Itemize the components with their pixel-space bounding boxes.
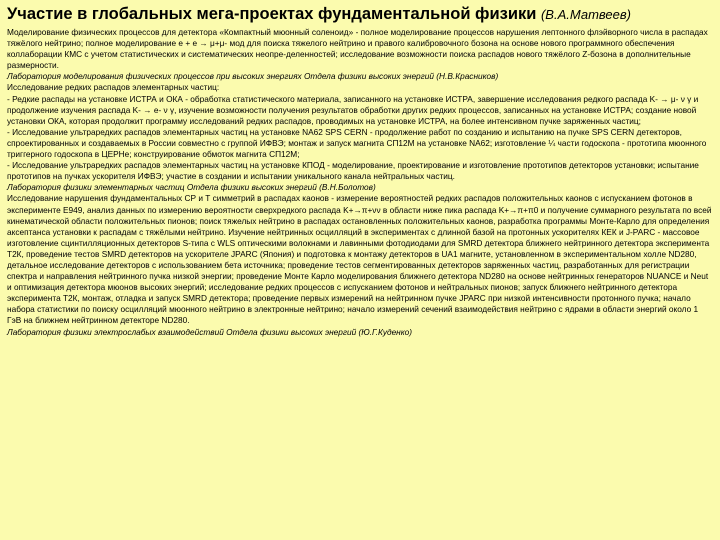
lab-credit: Лаборатория моделирования физических процессов при высоких энергиях Отдела физики высоких энергий (Н.В.Красников) <box>7 71 499 82</box>
paragraph-istra-oka: - Редкие распады на установке ИСТРА и ОКА - обработка статистического материала, записанного на установке ИСТРА, завершение исследования редкого распада K- → μ- ν γ и продолжение изучения распада K- → e- ν γ, изучение возможности получения результатов обработки других редких процессов, записанных на установке ИСТРА; создание новой установки ОКА, которая продолжит программу исследований редких распадов, проводимых на установке ИСТРА, на более интенсивном пучке заряженных частиц; <box>7 93 699 126</box>
paragraph-cms-modeling: Моделирование физических процессов для детектора «Компактный мюонный соленоид» - полное моделирование процессов нарушения лептонного флэйворного числа в распадах тяжёлого нейтрино; полное моделирование e + e → μ+μ- мод для поиска тяжелого нейтрино и правого калибровочного бозона на основе нового программного обеспечения коллаборации КМС с учетом статистических и систематических неопре-деленностей; исследование возможности поиска распадов нового тяжёлого Z-бозона в дополнительные размерности. <box>7 27 708 71</box>
paragraph-cp-t2k: Исследование нарушения фундаментальных СР и Т симметрий в распадах каонов - измерение вероятностей редких распадов положительных каонов с испусканием фотонов в эксперименте Е949, анализ данных по измерению вероятности сверхредкого распада K+→π+νν в области ниже пика распада K+→π+π0 и получение суммарного результата по всей кинематической области положительных пионов; поиск тяжелых нейтрино в распадах остановленных положительных каонов, разработка программы Монте-Карло для определения аксептанса установки к распадам с тяжёлыми нейтрино. Изучение нейтринных осцилляций в экспериментах с длинной базой на протонных ускорителях КЕК и J-PARC - массовое изготовление сцинтилляционных детекторов S-типа с WLS оптическими волокнами и лавинными фотодиодами для SMRD детектора ближнего нейтринного детектора эксперимента Т2К, проведение тестов SMRD детекторов на ускорителе JPARC (Япония) и подготовка к монтажу детекторов в UA1 магните, установленном в экспериментальном холле ND280, детальное исследование детекторов с использованием бета источника; проведение тестов сегментированных детекторов заряженных частиц, разработанных для регистрации спектра и направления нейтринного пучка низкой энергии; проведение Монте Карло моделирования ближнего детектора ND280 на основе нейтринных генераторов NUANCE и Neut и оптимизация детектора мюонов высоких энергий; исследование редких процессов с испусканием фотонов и нейтральных пионов; запуск ближнего нейтринного детектора эксперимента Т2К, монтаж, отладка и запуск SMRD детектора; проведение первых измерений на нейтринном пучке JPARC при низкой интенсивности протонного пучка; начало набора статистики по поиску осцилляций мюонного нейтрино в электронные нейтрино; начало измерений сечений взаимодействия нейтрино с ядрами в области энергий около 1 ГэВ на ближнем нейтринном детекторе ND280. <box>7 193 712 326</box>
body-text <box>7 27 714 338</box>
paragraph-rare-decays-intro: Исследование редких распадов элементарных частиц: <box>7 82 220 93</box>
paragraph-na62: - Исследование ультраредких распадов элементарных частиц на установке NA62 SPS CERN - продолжение работ по созданию и испытанию на пучке SPS CERN детекторов, спроектированных и создаваемых в России совместно с группой ИФВЭ; монтаж и запуск магнита СП12М на установке NA62; изготовление ¼ части годоскопа - прототипа мюонного триггерного годоскопа в ЦЕРНе; конструирование обмоток магнита СП12М; <box>7 126 707 160</box>
title-text: Участие в глобальных мега-проектах фундаментальной физики <box>7 5 537 23</box>
title-author: (В.А.Матвеев) <box>540 7 631 22</box>
lab-credit: Лаборатория физики элементарных частиц Отдела физики высоких энергий (В.Н.Болотов) <box>7 182 376 193</box>
page-title <box>7 3 714 26</box>
paragraph-kpod: - Исследование ультраредких распадов элементарных частиц на установке КПОД - моделирование, проектирование и изготовление прототипов детекторов установки; испытание прототипов на пучках ускорителя ИФВЭ; участие в создании и испытании уникального канала нейтральных частиц. <box>7 160 699 182</box>
lab-credit: Лаборатория физики электрослабых взаимодействий Отдела физики высоких энергий (Ю.Г.Куденко) <box>7 326 413 337</box>
